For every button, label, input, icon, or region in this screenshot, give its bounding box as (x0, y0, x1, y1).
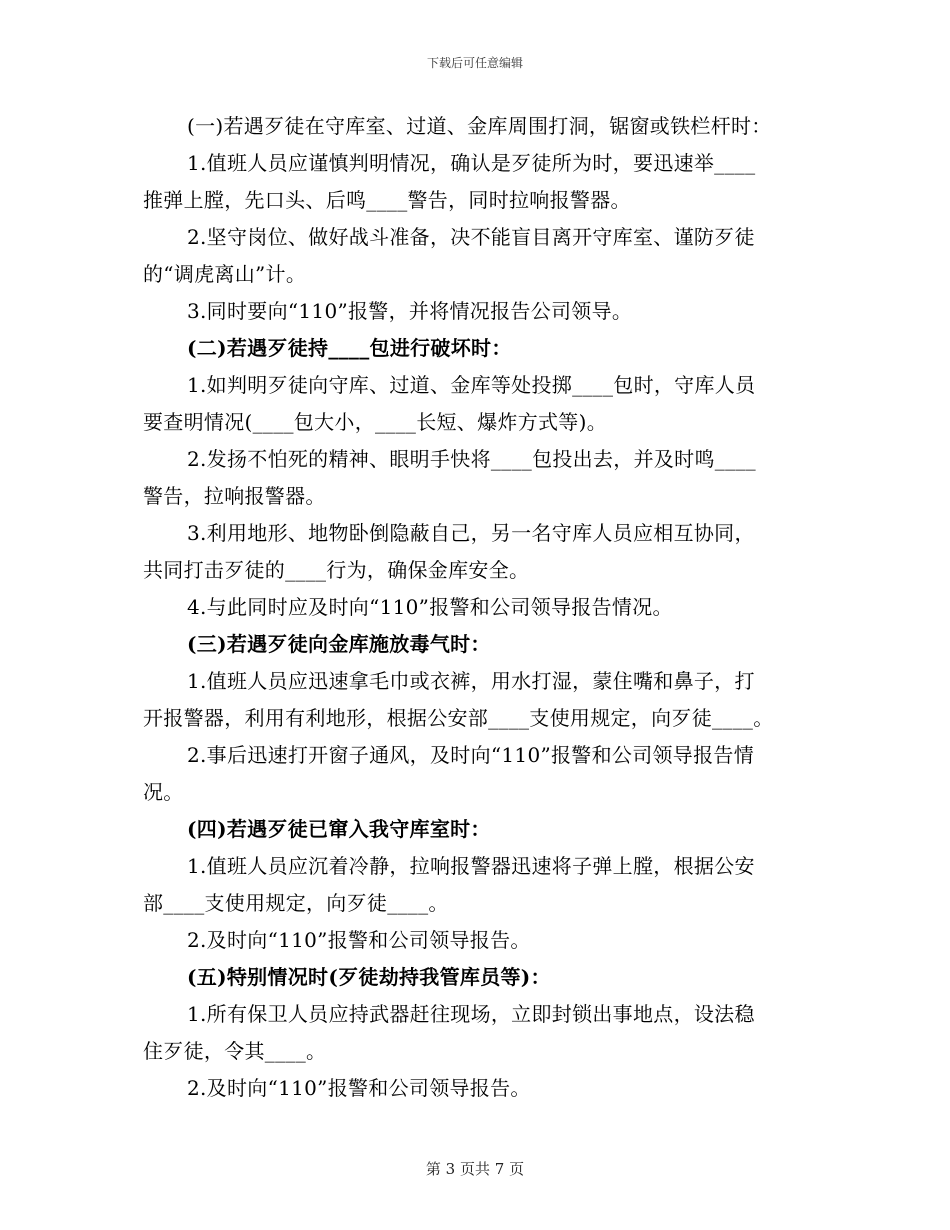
paragraph-line: 2.事后迅速打开窗子通风，及时向“110”报警和公司领导报告情 (187, 743, 755, 767)
paragraph-line: 1.值班人员应沉着冷静，拉响报警器迅速将子弹上膛，根据公安 (187, 854, 755, 878)
paragraph-line: 部____支使用规定，向歹徒____。 (143, 891, 449, 915)
paragraph-line: 况。 (143, 780, 184, 804)
paragraph-line: 2.发扬不怕死的精神、眼明手快将____包投出去，并及时鸣____ (187, 447, 756, 471)
page-footer: 第 3 页共 7 页 (425, 1160, 525, 1178)
paragraph-line: 住歹徒，令其____。 (143, 1039, 327, 1063)
paragraph-line: 1.值班人员应迅速拿毛巾或衣裤，用水打湿，蒙住嘴和鼻子，打 (187, 669, 755, 693)
paragraph-line: 2.及时向“110”报警和公司领导报告。 (187, 1076, 531, 1100)
paragraph-line: 3.同时要向“110”报警，并将情况报告公司领导。 (187, 299, 633, 323)
page-header: 下载后可任意编辑 (426, 56, 523, 70)
section-heading: (四)若遇歹徒已窜入我守库室时： (187, 817, 491, 841)
section-heading: (二)若遇歹徒持____包进行破坏时： (187, 336, 512, 360)
paragraph-line: 3.利用地形、地物卧倒隐蔽自己，另一名守库人员应相互协同， (187, 521, 755, 545)
section-heading: (五)特别情况时(歹徒劫持我管库员等)： (187, 965, 551, 989)
paragraph-line: 要查明情况(____包大小，____长短、爆炸方式等)。 (143, 410, 608, 434)
paragraph-line: 2.坚守岗位、做好战斗准备，决不能盲目离开守库室、谨防歹徒 (187, 225, 755, 249)
paragraph-line: 开报警器，利用有利地形，根据公安部____支使用规定，向歹徒____。 (143, 706, 774, 730)
paragraph-line: 的“调虎离山”计。 (143, 262, 307, 286)
paragraph-line: 2.及时向“110”报警和公司领导报告。 (187, 928, 531, 952)
paragraph-line: 1.如判明歹徒向守库、过道、金库等处投掷____包时，守库人员 (187, 373, 756, 397)
paragraph-line: 1.所有保卫人员应持武器赶往现场，立即封锁出事地点，设法稳 (187, 1002, 755, 1026)
paragraph-line: 警告，拉响报警器。 (143, 484, 326, 508)
section-heading: (三)若遇歹徒向金库施放毒气时： (187, 632, 491, 656)
document-body (143, 108, 811, 1107)
paragraph-line: 1.值班人员应谨慎判明情况，确认是歹徒所为时，要迅速举____ (187, 151, 756, 175)
paragraph-line: 推弹上膛，先口头、后鸣____警告，同时拉响报警器。 (143, 188, 631, 212)
paragraph-line: 共同打击歹徒的____行为，确保金库安全。 (143, 558, 530, 582)
section-heading: (一)若遇歹徒在守库室、过道、金库周围打洞，锯窗或铁栏杆时： (187, 114, 772, 138)
paragraph-line: 4.与此同时应及时向“110”报警和公司领导报告情况。 (187, 595, 673, 619)
